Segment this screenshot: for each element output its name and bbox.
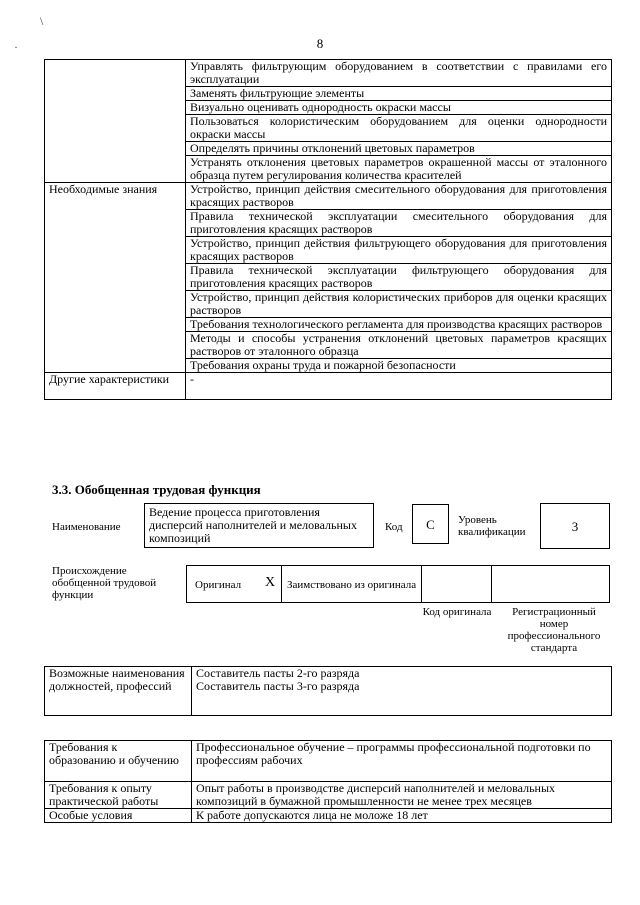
original-label: Оригинал: [195, 579, 242, 591]
origin-label: Происхождение обобщенной трудовой функции: [52, 565, 157, 601]
margin-mark: ·: [14, 40, 18, 54]
special-conditions-label: Особые условия: [45, 809, 192, 823]
experience-value: Опыт работы в производстве дисперсий наполнителей и меловальных композиций в бумажной промышленности не менее трех месяцев: [192, 782, 612, 809]
knowledge-cell: Правила технической эксплуатации смесительного оборудования для приготовления красящих растворов: [186, 210, 612, 237]
knowledge-cell: Устройство, принцип действия фильтрующего оборудования для приготовления красящих растворов: [186, 237, 612, 264]
table-row: [45, 373, 612, 400]
skill-cell: Управлять фильтрующим оборудованием в соответствии с правилами его эксплуатации: [186, 60, 612, 87]
skills-knowledge-table: [44, 59, 612, 400]
skill-cell: Визуально оценивать однородность окраски массы: [186, 101, 612, 115]
level-box: [540, 503, 610, 549]
education-value: Профессиональное обучение – программы профессиональной подготовки по профессиям рабочих: [192, 741, 612, 782]
knowledge-cell: Требования охраны труда и пожарной безопасности: [186, 359, 612, 373]
function-name-value: Ведение процесса приготовления дисперсий наполнителей и меловальных композиций: [149, 505, 357, 545]
corner-mark: \: [40, 14, 44, 28]
origin-box: [186, 565, 610, 603]
other-label: Другие характеристики: [45, 373, 186, 400]
positions-label: Возможные наименования должностей, профессий: [45, 667, 192, 716]
code-label: Код: [385, 521, 403, 533]
requirements-table: [44, 740, 612, 823]
skill-cell: Определять причины отклонений цветовых параметров: [186, 142, 612, 156]
table-row: [45, 809, 612, 823]
table-row: [45, 782, 612, 809]
level-value: 3: [571, 519, 579, 534]
experience-label: Требования к опыту практической работы: [45, 782, 192, 809]
level-label: Уровень квалификации: [458, 514, 526, 538]
origin-divider: [491, 566, 492, 602]
knowledge-cell: Устройство, принцип действия смесительного оборудования для приготовления красящих растворов: [186, 183, 612, 210]
code-box: [412, 504, 449, 544]
skills-label-cell: [45, 60, 186, 183]
knowledge-cell: Устройство, принцип действия колористических приборов для оценки красящих растворов: [186, 291, 612, 318]
origin-divider: [421, 566, 422, 602]
original-mark: X: [265, 575, 276, 590]
origin-code-label: Код оригинала: [422, 606, 492, 618]
borrowed-label: Заимствовано из оригинала: [287, 579, 417, 591]
special-conditions-value: К работе допускаются лица не моложе 18 лет: [192, 809, 612, 823]
knowledge-cell: Методы и способы устранения отклонений цветовых параметров красящих растворов от эталонного образца: [186, 332, 612, 359]
reg-number-label: Регистрационный номер профессионального стандарта: [507, 606, 601, 654]
knowledge-label: Необходимые знания: [45, 183, 186, 373]
page-number: 8: [316, 36, 324, 51]
positions-table: [44, 666, 612, 716]
name-label: Наименование: [52, 521, 121, 533]
positions-values: [192, 667, 612, 716]
table-row: [45, 183, 612, 210]
skill-cell: Устранять отклонения цветовых параметров окрашенной массы от эталонного образца путем регулирования количества красителей: [186, 156, 612, 183]
section-title: 3.3. Обобщенная трудовая функция: [52, 482, 261, 497]
knowledge-cell: Правила технической эксплуатации фильтрующего оборудования для приготовления красящих растворов: [186, 264, 612, 291]
knowledge-cell: Требования технологического регламента для производства красящих растворов: [186, 318, 612, 332]
origin-divider: [281, 566, 282, 602]
table-row: [45, 60, 612, 87]
position-item: Составитель пасты 3-го разряда: [196, 679, 360, 693]
table-row: [45, 667, 612, 716]
position-item: Составитель пасты 2-го разряда: [196, 666, 360, 680]
education-label: Требования к образованию и обучению: [45, 741, 192, 782]
function-name-box: [144, 503, 374, 548]
skill-cell: Пользоваться колористическим оборудованием для оценки однородности окраски массы: [186, 115, 612, 142]
skill-cell: Заменять фильтрующие элементы: [186, 87, 612, 101]
code-value: С: [426, 517, 435, 532]
other-value: -: [186, 373, 612, 400]
table-row: [45, 741, 612, 782]
